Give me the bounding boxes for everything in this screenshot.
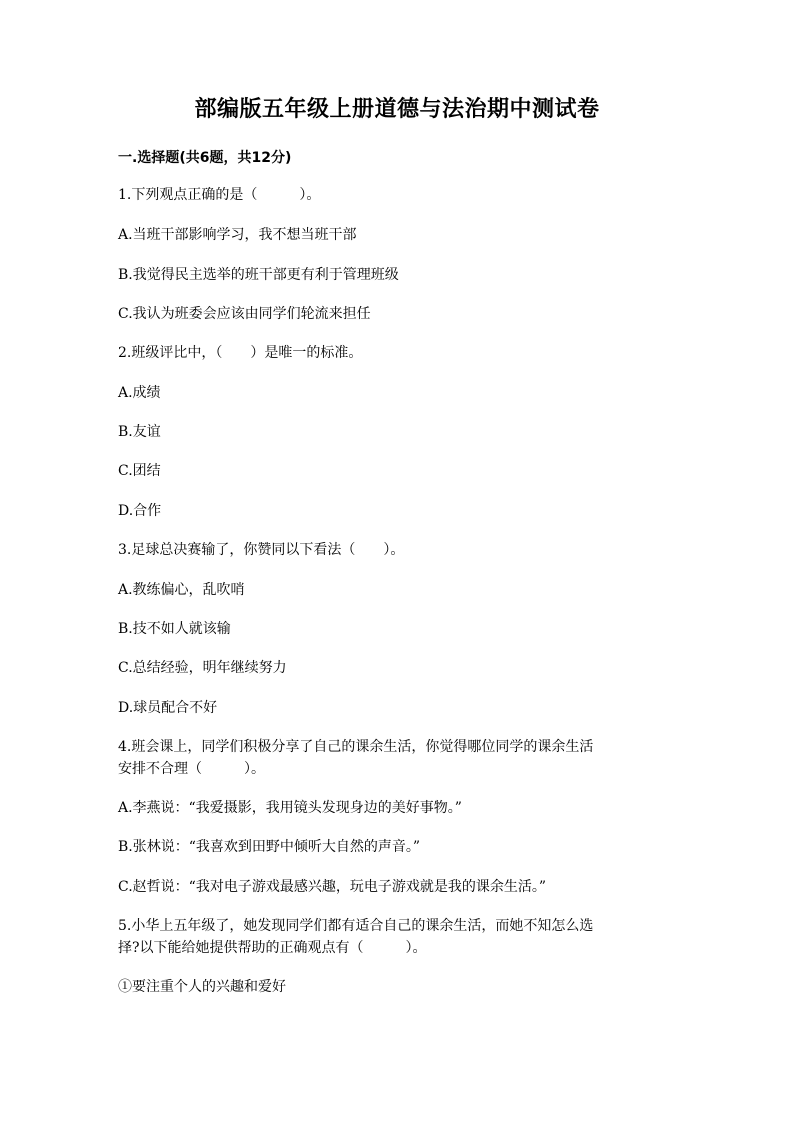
option: C.我认为班委会应该由同学们轮流来担任 xyxy=(118,306,371,322)
option: A.教练偏心，乱吹哨 xyxy=(118,582,245,598)
option: D.球员配合不好 xyxy=(118,700,218,716)
option: B.张林说：“我喜欢到田野中倾听大自然的声音。” xyxy=(118,839,421,855)
question-stem: 3.足球总决赛输了，你赞同以下看法（ ）。 xyxy=(118,542,405,558)
option: A.李燕说：“我爱摄影，我用镜头发现身边的美好事物。” xyxy=(118,800,462,816)
option: C.总结经验，明年继续努力 xyxy=(118,660,287,676)
question-stem: 4.班会课上，同学们积极分享了自己的课余生活，你觉得哪位同学的课余生活 xyxy=(118,739,594,755)
section-heading: 一.选择题(共6题，共12分) xyxy=(118,150,292,166)
question-stem: 2.班级评比中，（ ）是唯一的标准。 xyxy=(118,345,363,361)
question-stem-continued: 安排不合理（ ）。 xyxy=(118,761,265,777)
page-title: 部编版五年级上册道德与法治期中测试卷 xyxy=(194,97,600,122)
question-stem-continued: 择?以下能给她提供帮助的正确观点有（ ）。 xyxy=(118,940,427,956)
option: D.合作 xyxy=(118,503,162,519)
option: ①要注重个人的兴趣和爱好 xyxy=(118,979,286,995)
option: B.我觉得民主选举的班干部更有利于管理班级 xyxy=(118,267,399,283)
option: C.赵哲说：“我对电子游戏最感兴趣，玩电子游戏就是我的课余生活。” xyxy=(118,879,546,895)
option: B.友谊 xyxy=(118,424,161,440)
option: C.团结 xyxy=(118,463,161,479)
option: A.成绩 xyxy=(118,385,161,401)
question-stem: 5.小华上五年级了，她发现同学们都有适合自己的课余生活，而她不知怎么选 xyxy=(118,918,594,934)
question-stem: 1.下列观点正确的是（ ）。 xyxy=(118,187,321,203)
option: B.技不如人就该输 xyxy=(118,621,231,637)
option: A.当班干部影响学习，我不想当班干部 xyxy=(118,227,357,243)
